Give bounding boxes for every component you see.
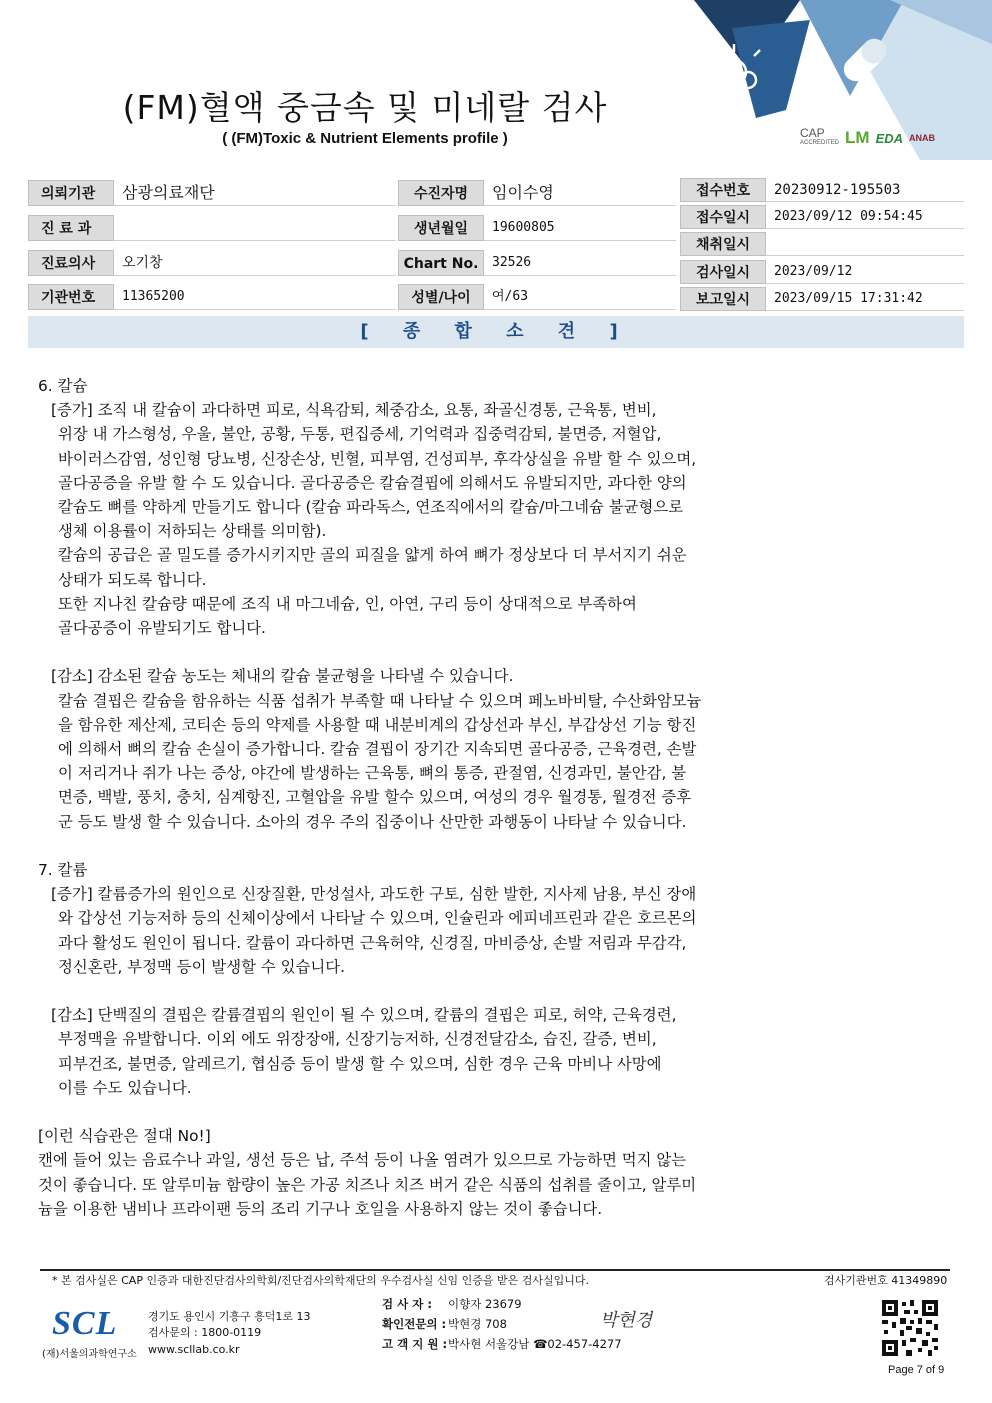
receipt-date-label: 접수일시	[680, 205, 766, 229]
website-link[interactable]: www.scllab.co.kr	[148, 1343, 240, 1356]
lab-address	[148, 1309, 311, 1341]
receipt-no-label: 접수번호	[680, 178, 766, 202]
support-value: 박사현 서울강남 ☎02-457-4277	[448, 1337, 622, 1351]
scl-name: (재)서울의과학연구소	[42, 1349, 137, 1360]
cap-logo: CAP ACCREDITED	[800, 126, 840, 146]
calcium-increase-line: 칼슘도 뼈를 약하게 만들기도 합니다 (칼슘 파라독스, 연조직에서의 칼슘/마그네슘 불균형으로	[58, 498, 684, 517]
page-number: Page 7 of 9	[888, 1364, 945, 1376]
birth-label: 생년월일	[398, 215, 484, 241]
certification-logos	[800, 124, 990, 152]
potassium-increase-line: 정신혼란, 부정맥 등이 발생할 수 있습니다.	[58, 957, 345, 976]
report-date-value: 2023/09/15 17:31:42	[766, 287, 964, 311]
doctor-value: 오기창	[114, 250, 396, 276]
calcium-decrease-line: [감소] 감소된 칼슘 농도는 체내의 칼슘 불균형을 나타낼 수 있습니다.	[51, 667, 514, 686]
potassium-increase-line: 와 갑상선 기능저하 등의 신체이상에서 나타날 수 있으며, 인슐린과 에피네프린과 같은 호르몬의	[58, 909, 697, 928]
calcium-decrease-line: 칼슘 결핍은 칼슘을 함유하는 식품 섭취가 부족할 때 나타날 수 있으며 페노바비탈, 수산화암모늄	[58, 691, 702, 710]
habit-warning-line: 캔에 들어 있는 음료수나 과일, 생선 등은 납, 주석 등이 나올 염려가 있으므로 가능하면 먹지 않는	[38, 1151, 687, 1170]
calcium-decrease-line: 면증, 백발, 풍치, 충치, 심계항진, 고혈압을 유발 할수 있으며, 여성의 경우 월경통, 월경전 증후	[58, 788, 692, 807]
patient-value: 임이수영	[484, 180, 676, 206]
calcium-increase-line: 생체 이용률이 저하되는 상태를 의미함).	[58, 522, 327, 541]
anab-logo: ANAB	[909, 133, 936, 143]
lm-logo: LM	[845, 128, 870, 147]
section-title-potassium: 7. 칼륨	[38, 861, 88, 880]
calcium-increase-line: 위장 내 가스형성, 우울, 불안, 공황, 두통, 편집증세, 기억력과 집중력감퇴, 불면증, 저혈압,	[58, 425, 662, 444]
receipt-no-value: 20230912-195503	[766, 178, 964, 202]
report-subtitle: ( (FM)Toxic & Nutrient Elements profile )	[222, 130, 508, 147]
staff-info	[382, 1294, 622, 1354]
calcium-increase-line: [증가] 조직 내 칼슘이 과다하면 피로, 식욕감퇴, 체중감소, 요통, 좌골신경통, 근육통, 변비,	[51, 401, 657, 420]
chart-no-value: 32526	[484, 250, 676, 276]
report-date-label: 보고일시	[680, 287, 766, 311]
patient-label: 수진자명	[398, 180, 484, 206]
department-label: 진 료 과	[28, 215, 114, 241]
opinion-content	[38, 374, 938, 1221]
calcium-decrease-line: 군 등도 발생 할 수 있습니다. 소아의 경우 주의 집중이나 산만한 과행동이 나타날 수 있습니다.	[58, 812, 687, 831]
specialist-label: 확인전문의 :	[382, 1317, 447, 1331]
calcium-increase-line: 바이러스감염, 성인형 당뇨병, 신장손상, 빈혈, 피부염, 건성피부, 후각상실을 유발 할 수 있으며,	[58, 449, 697, 468]
test-date-label: 검사일시	[680, 260, 766, 284]
test-date-value: 2023/09/12	[766, 260, 964, 284]
potassium-increase-line: 과다 활성도 원인이 됩니다. 칼륨이 과다하면 근육허약, 신경질, 마비증상, 손발 저림과 무감각,	[58, 933, 687, 952]
scl-logo: SCL	[52, 1305, 118, 1342]
collect-date-value	[766, 232, 964, 256]
potassium-decrease-line: 피부건조, 불면증, 알레르기, 협심증 등이 발생 할 수 있으며, 심한 경우 근육 마비나 사망에	[58, 1054, 662, 1073]
calcium-increase-line: 또한 지나친 칼슘량 때문에 조직 내 마그네슘, 인, 아연, 구리 등이 상대적으로 부족하여	[58, 594, 637, 613]
calcium-increase-line: 골다공증을 유발 할 수 도 있습니다. 골다공증은 칼슘결핍에 의해서도 유발되지만, 과다한 양의	[58, 473, 687, 492]
potassium-increase-line: [증가] 칼륨증가의 원인으로 신장질환, 만성설사, 과도한 구토, 심한 발한, 지사제 남용, 부신 장애	[51, 885, 697, 904]
potassium-decrease-line: 부정맥을 유발합니다. 이외 에도 위장장애, 신장기능저하, 신경전달감소, 습진, 갈증, 변비,	[58, 1030, 657, 1049]
eda-logo: EDA	[875, 130, 904, 146]
birth-value: 19600805	[484, 215, 676, 241]
calcium-decrease-line: 을 함유한 제산제, 코티손 등의 약제를 사용할 때 내분비계의 갑상선과 부신, 부갑상선 기능 항진	[58, 715, 697, 734]
inquiry-text: 검사문의 : 1800-0119	[148, 1326, 262, 1339]
habit-warning-line: 늄을 이용한 냄비나 프라이팬 등의 조리 기구나 호일을 사용하지 않는 것이 좋습니다.	[38, 1199, 603, 1218]
chart-no-label: Chart No.	[398, 250, 484, 276]
calcium-increase-line: 칼슘의 공급은 골 밀도를 증가시키지만 골의 피질을 얇게 하여 뼈가 정상보다 더 부서지기 쉬운	[58, 546, 687, 565]
potassium-decrease-line: [감소] 단백질의 결핍은 칼륨결핍의 원인이 될 수 있으며, 칼륨의 결핍은 피로, 허약, 근육경련,	[51, 1006, 677, 1025]
footer-divider	[40, 1269, 950, 1271]
collect-date-label: 채취일시	[680, 232, 766, 256]
calcium-increase-line: 골다공증이 유발되기도 합니다.	[58, 619, 266, 638]
calcium-decrease-line: 에 의해서 뼈의 칼슘 손실이 증가합니다. 칼슘 결핍이 장기간 지속되면 골다공증, 근육경련, 손발	[58, 740, 697, 759]
doctor-label: 진료의사	[28, 250, 114, 276]
institution-label: 의뢰기관	[28, 180, 114, 206]
specialist-signature: 박현경	[600, 1310, 653, 1331]
section-title-calcium: 6. 칼슘	[38, 377, 88, 395]
calcium-decrease-line: 이 저리거나 쥐가 나는 증상, 야간에 발생하는 근육통, 뼈의 통증, 관절염, 신경과민, 불안감, 불	[58, 764, 687, 783]
inst-no-value: 11365200	[114, 284, 396, 310]
tester-value: 이향자 23679	[448, 1297, 522, 1311]
habit-warning-line: 것이 좋습니다. 또 알루미늄 함량이 높은 가공 치즈나 치즈 버거 같은 식품의 섭취를 줄이고, 알루미	[38, 1175, 697, 1194]
support-label: 고 객 지 원 :	[382, 1337, 448, 1351]
tester-label: 검 사 자 :	[382, 1297, 432, 1311]
certification-note: * 본 검사실은 CAP 인증과 대한진단검사의학회/진단검사의학재단의 우수검사실 신임 인증을 받은 검사실입니다.	[52, 1274, 590, 1287]
sex-age-label: 성별/나이	[398, 284, 484, 310]
department-value	[114, 215, 396, 241]
sex-age-value: 여/63	[484, 284, 676, 310]
qr-code-icon[interactable]	[882, 1300, 938, 1356]
potassium-decrease-line: 이를 수도 있습니다.	[58, 1078, 192, 1097]
address-text: 경기도 용인시 기흥구 흥덕1로 13	[148, 1310, 311, 1323]
calcium-increase-line: 상태가 되도록 합니다.	[58, 570, 207, 589]
specialist-value: 박현경 708	[448, 1317, 507, 1331]
receipt-date-value: 2023/09/12 09:54:45	[766, 205, 964, 229]
report-title: (FM)혈액 중금속 및 미네랄 검사	[122, 88, 608, 127]
habit-warning-title: [이런 식습관은 절대 No!]	[38, 1127, 211, 1146]
inst-no-label: 기관번호	[28, 284, 114, 310]
lab-registration-number: 검사기관번호 41349890	[824, 1274, 948, 1287]
institution-value: 삼광의료재단	[114, 180, 396, 206]
summary-opinion-banner: [ 종 합 소 견 ]	[28, 316, 964, 348]
patient-info-table	[28, 178, 964, 312]
